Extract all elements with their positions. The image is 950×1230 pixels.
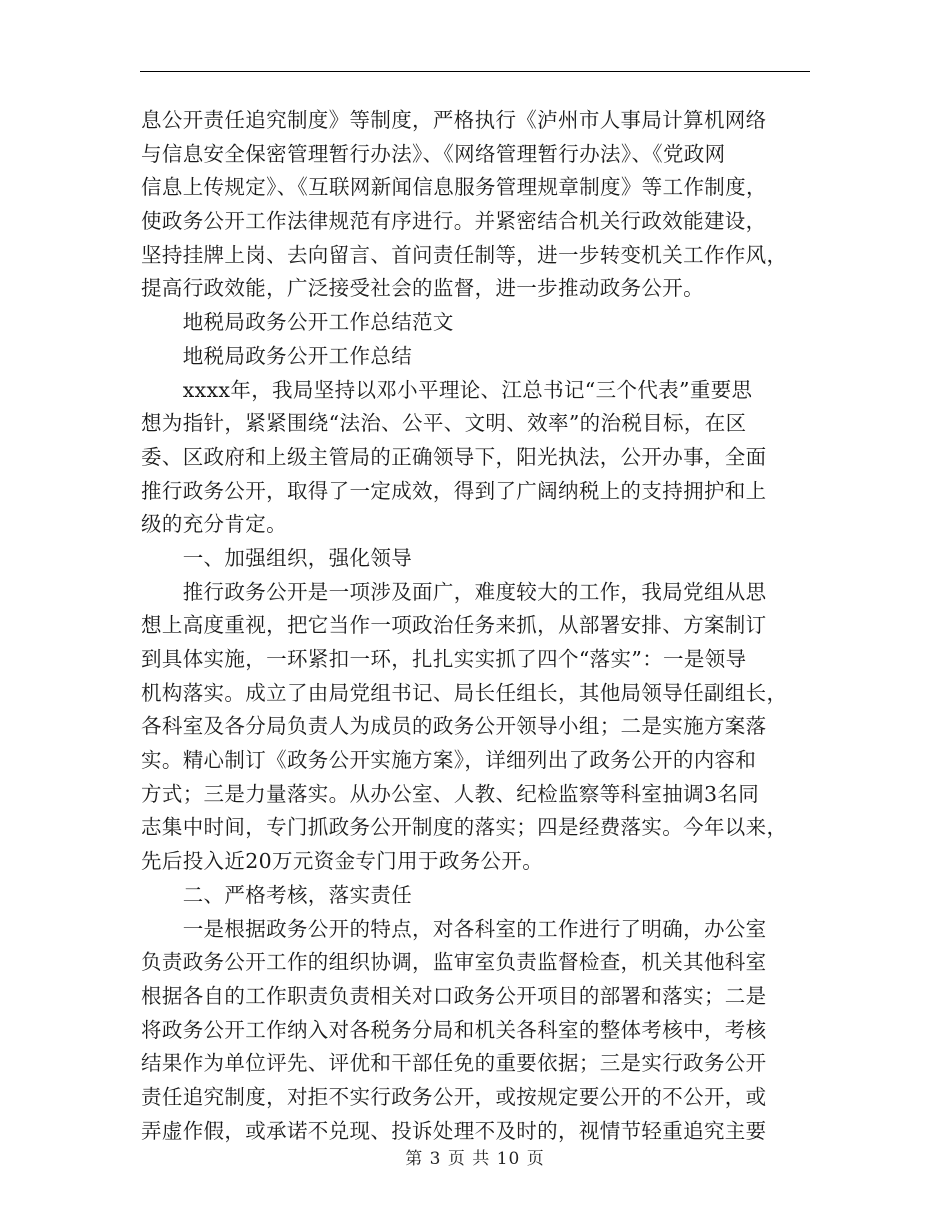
text-line: 机构落实。成立了由局党组书记、局长任组长，其他局领导任副组长，	[141, 680, 788, 705]
text-line: 一是根据政务公开的特点，对各科室的工作进行了明确，办公室	[141, 916, 767, 941]
text-line: 想上高度重视，把它当作一项政治任务来抓，从部署安排、方案制订	[141, 613, 767, 638]
text-line: 推行政务公开，取得了一定成效，得到了广阔纳税上的支持拥护和上	[141, 478, 767, 503]
text-line: 弄虚作假，或承诺不兑现、投诉处理不及时的，视情节轻重追究主要	[141, 1118, 767, 1143]
page-number-footer: 第 3 页 共 10 页	[405, 1149, 545, 1169]
text-line: 实。精心制订《政务公开实施方案》，详细列出了政务公开的内容和	[141, 748, 757, 773]
text-line: 信息上传规定》、《互联网新闻信息服务管理规章制度》等工作制度，	[141, 175, 767, 200]
text-line: 结果作为单位评先、评优和干部任免的重要依据；三是实行政务公开	[141, 1051, 767, 1076]
text-line: 方式；三是力量落实。从办公室、人教、纪检监察等科室抽调3名同	[141, 781, 760, 806]
section-heading: 二、严格考核，落实责任	[141, 882, 413, 907]
text-line: 提高行政效能，广泛接受社会的监督，进一步推动政务公开。	[141, 276, 704, 301]
text-line: 将政务公开工作纳入对各税务分局和机关各科室的整体考核中，考核	[141, 1017, 767, 1042]
text-line: 息公开责任追究制度》等制度，严格执行《泸州市人事局计算机网络	[141, 108, 767, 132]
text-line: 根据各自的工作职责负责相关对口政务公开项目的部署和落实；二是	[141, 983, 767, 1008]
text-line: 志集中时间，专门抓政务公开制度的落实；四是经费落实。今年以来，	[141, 815, 788, 840]
header-rule	[140, 71, 810, 72]
text-line: 先后投入近20万元资金专门用于政务公开。	[141, 849, 544, 874]
text-line: 想为指针，紧紧围绕“法治、公平、文明、效率”的治税目标，在区	[141, 411, 747, 436]
document-body	[141, 104, 813, 1148]
text-line: 推行政务公开是一项涉及面广，难度较大的工作，我局党组从思	[141, 579, 767, 604]
text-line: 责任追究制度，对拒不实行政务公开，或按规定要公开的不公开，或	[141, 1084, 767, 1109]
section-heading: 一、加强组织，强化领导	[141, 545, 413, 570]
text-line: xxxx年，我局坚持以邓小平理论、江总书记“三个代表”重要思	[141, 377, 753, 402]
text-line: 使政务公开工作法律规范有序进行。并紧密结合机关行政效能建设，	[141, 209, 767, 234]
text-line: 负责政务公开工作的组织协调，监审室负责监督检查，机关其他科室	[141, 950, 767, 975]
text-line: 委、区政府和上级主管局的正确领导下，阳光执法，公开办事，全面	[141, 444, 767, 469]
section-subtitle: 地税局政务公开工作总结	[141, 343, 413, 368]
text-line: 坚持挂牌上岗、去向留言、首问责任制等，进一步转变机关工作作风，	[141, 242, 788, 267]
text-line: 与信息安全保密管理暂行办法》、《网络管理暂行办法》、《党政网	[141, 141, 726, 166]
text-line: 到具体实施，一环紧扣一环，扎扎实实抓了四个“落实”：一是领导	[141, 647, 747, 671]
text-line: 各科室及各分局负责人为成员的政务公开领导小组；二是实施方案落	[141, 714, 767, 739]
section-title: 地税局政务公开工作总结范文	[141, 310, 454, 335]
text-line: 级的充分肯定。	[141, 512, 287, 537]
